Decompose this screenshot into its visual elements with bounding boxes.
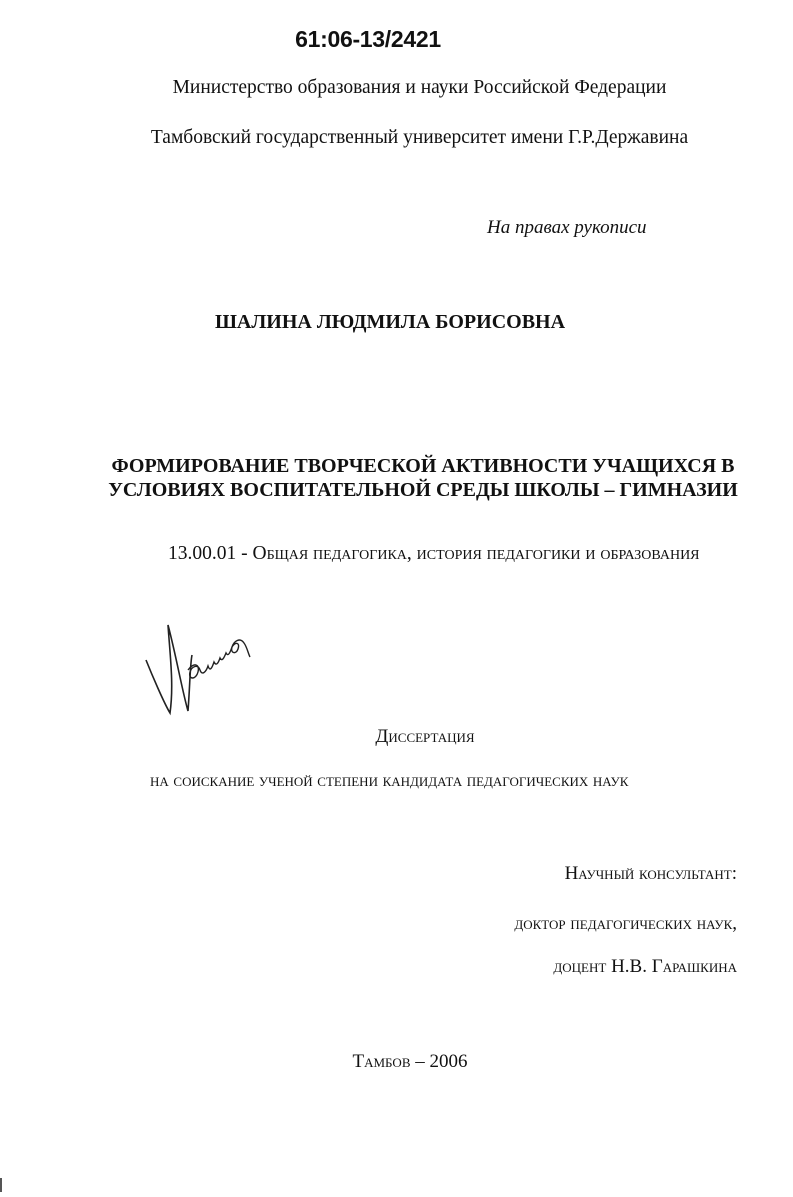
ministry-name: Министерство образования и науки Российской Федерации [172, 77, 667, 98]
title-line-1: ФОРМИРОВАНИЕ ТВОРЧЕСКОЙ АКТИВНОСТИ УЧАЩИХСЯ В [111, 455, 735, 477]
city-year: Тамбов – 2006 [352, 1051, 468, 1072]
signature [140, 615, 290, 720]
degree-line: на соискание ученой степени кандидата педагогических наук [150, 771, 629, 791]
author-name: ШАЛИНА ЛЮДМИЛА БОРИСОВНА [214, 311, 566, 333]
title-line-2: УСЛОВИЯХ ВОСПИТАТЕЛЬНОЙ СРЕДЫ ШКОЛЫ – ГИМНАЗИИ [108, 479, 738, 501]
university-name: Тамбовский государственный университет имени Г.Р.Державина [150, 127, 689, 148]
scan-edge-mark [0, 1178, 2, 1192]
specialty: 13.00.01 - Общая педагогика, история педагогики и образования [168, 543, 700, 564]
work-type: Диссертация [375, 726, 475, 747]
registry-code: 61:06-13/2421 [295, 26, 441, 52]
advisor-degree: доктор педагогических наук, [514, 913, 737, 934]
manuscript-note: На правах рукописи [487, 217, 647, 238]
advisor-label: Научный консультант: [564, 863, 737, 884]
advisor-name: доцент Н.В. Гарашкина [553, 956, 737, 977]
